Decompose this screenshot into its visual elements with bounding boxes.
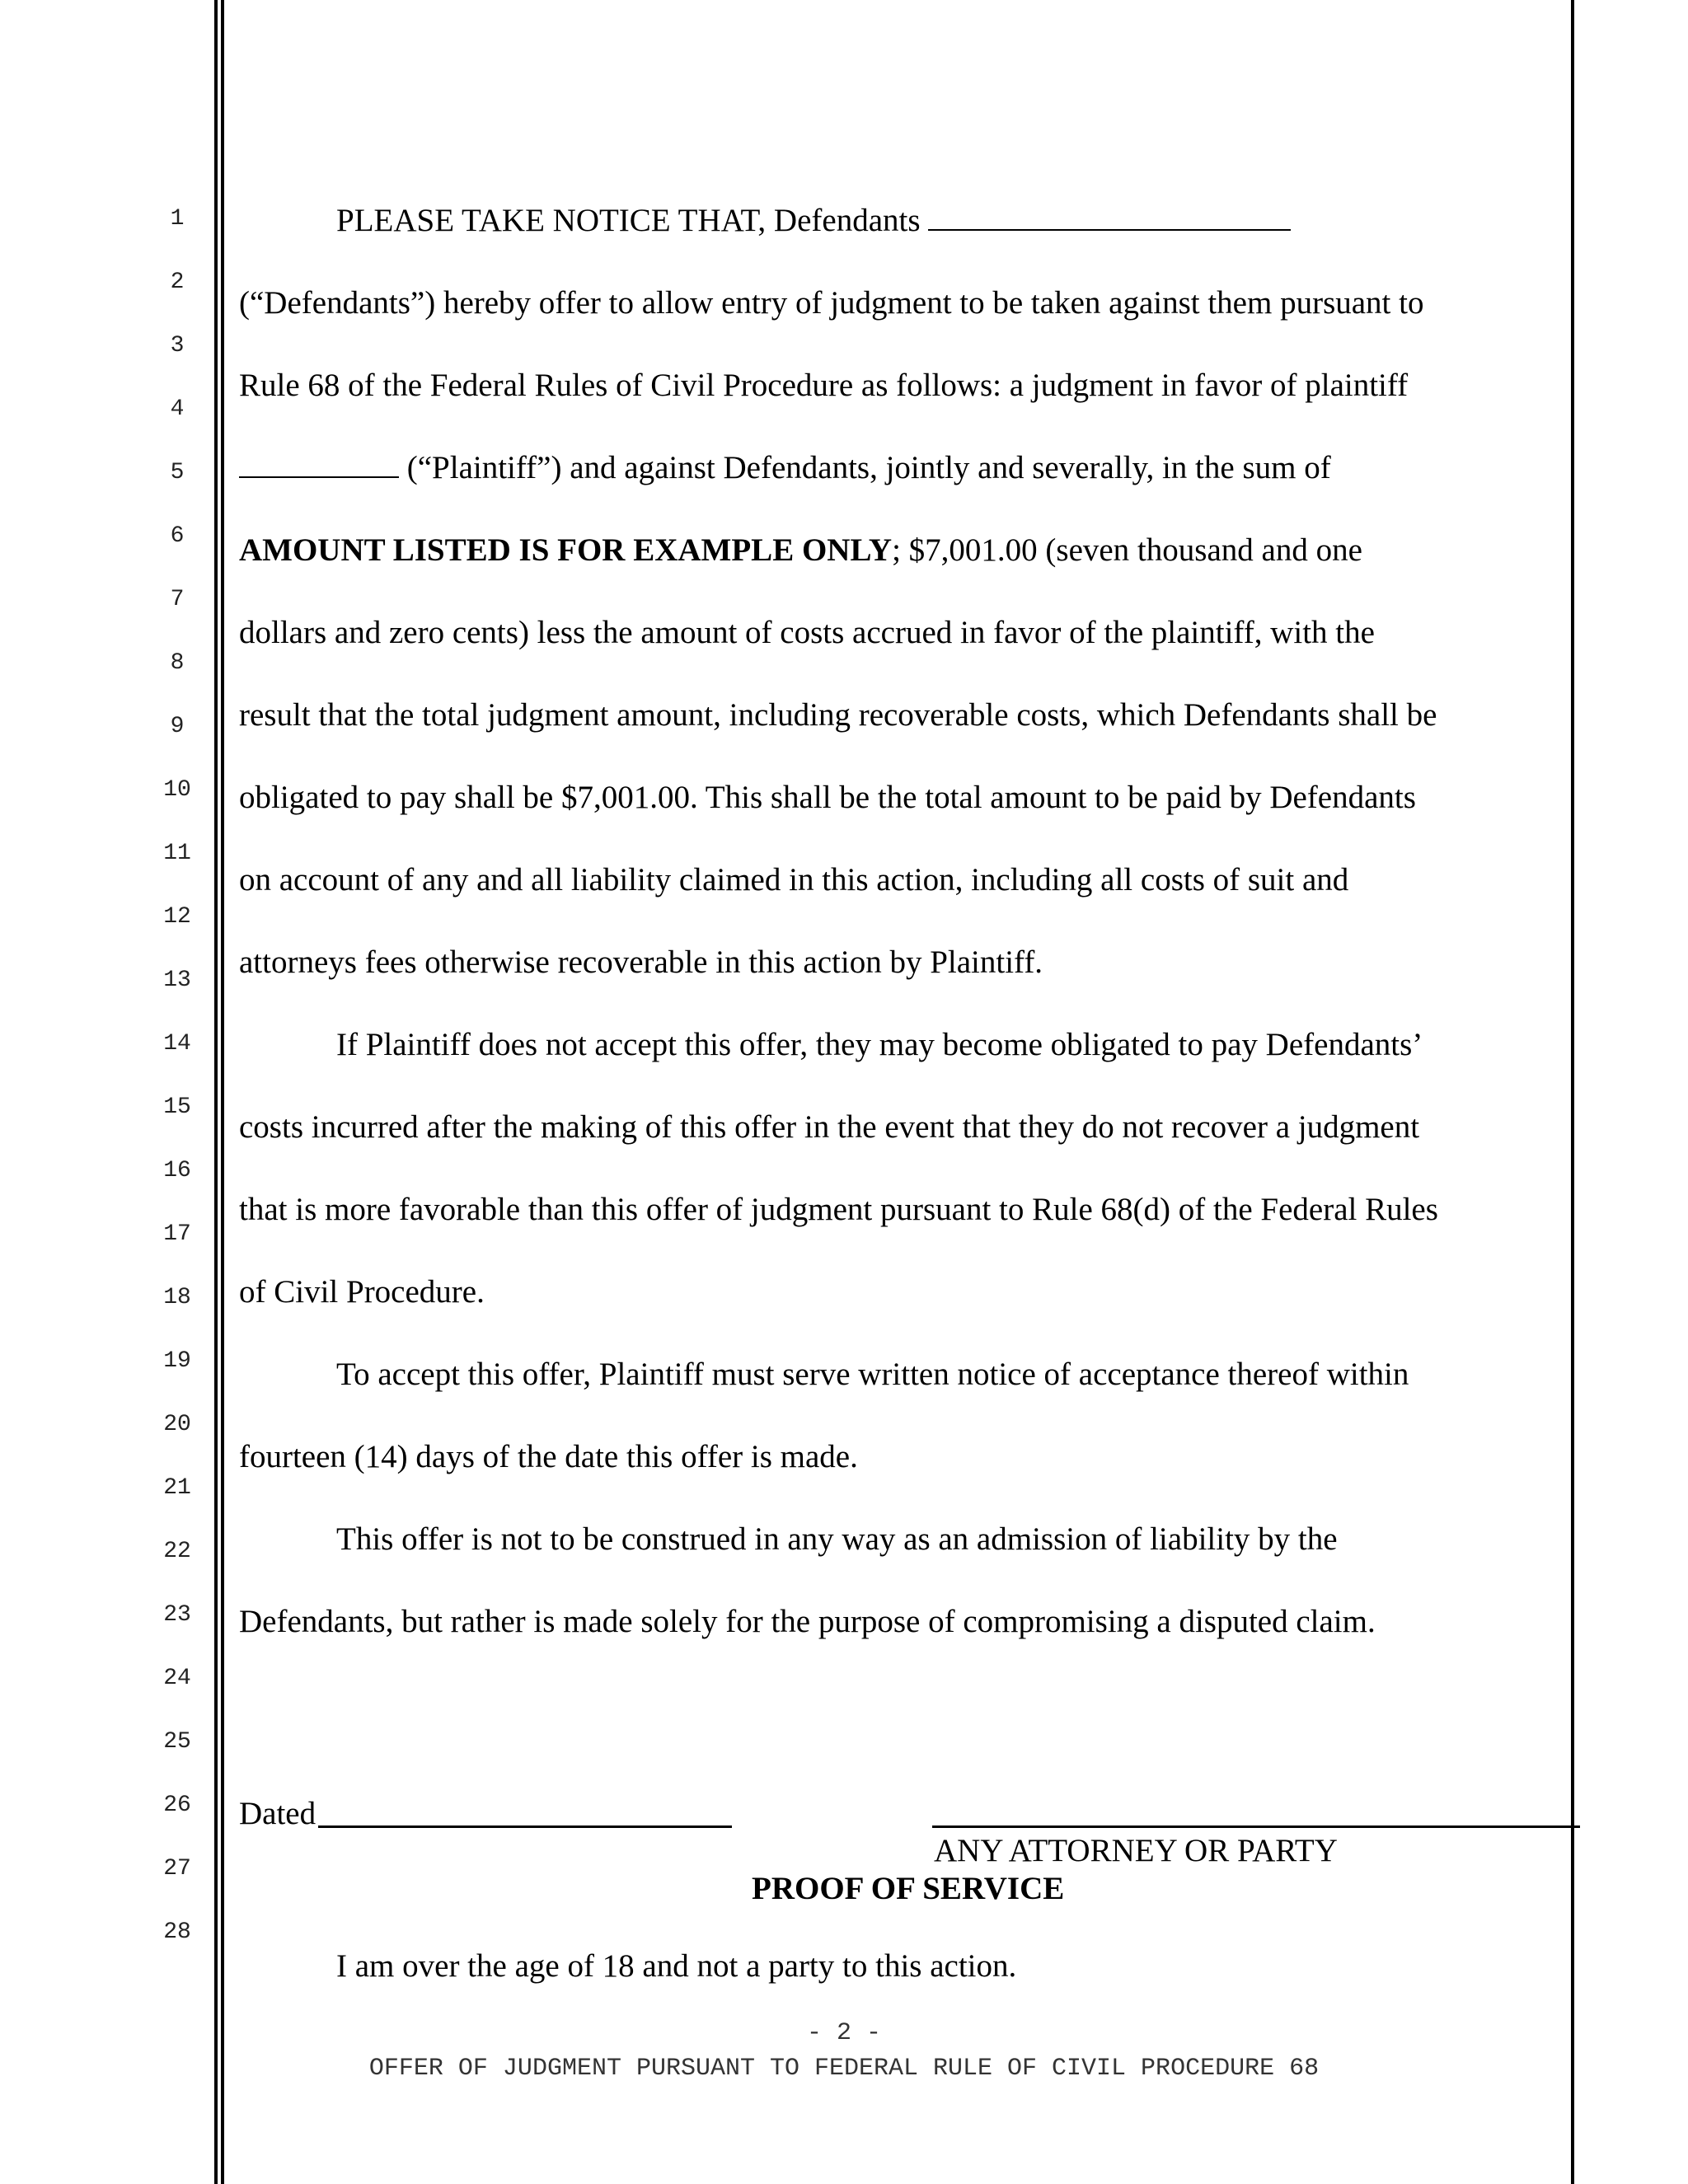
line-number: 2 — [170, 269, 185, 295]
line-number: 15 — [163, 1094, 191, 1120]
line-number: 17 — [163, 1221, 191, 1247]
line-number: 24 — [163, 1666, 191, 1691]
line-number: 9 — [170, 714, 185, 739]
line-number: 3 — [170, 333, 185, 359]
line-number: 14 — [163, 1031, 191, 1057]
line-number: 10 — [163, 777, 191, 803]
line-number: 11 — [163, 841, 191, 866]
body-line: This offer is not to be construed in any way as an admission of liability by the — [336, 1521, 1338, 1557]
left-margin-rule-inner — [221, 0, 224, 2184]
line-number: 26 — [163, 1793, 191, 1818]
body-line: that is more favorable than this offer of judgment pursuant to Rule 68(d) of the Federal Rules — [239, 1192, 1438, 1227]
date-signature-line — [318, 1825, 732, 1828]
body-line: Rule 68 of the Federal Rules of Civil Procedure as follows: a judgment in favor of plaintiff — [239, 368, 1409, 403]
body-line: If Plaintiff does not accept this offer, they may become obligated to pay Defendants’ — [336, 1027, 1423, 1062]
body-line: of Civil Procedure. — [239, 1274, 485, 1310]
line-number: 21 — [163, 1475, 191, 1501]
body-line: result that the total judgment amount, including recoverable costs, which Defendants shall be — [239, 697, 1437, 733]
attorney-signature-line — [932, 1825, 1580, 1828]
proof-of-service-text: I am over the age of 18 and not a party to this action. — [336, 1948, 1017, 1984]
body-line: To accept this offer, Plaintiff must serve written notice of acceptance thereof within — [336, 1357, 1409, 1392]
line-number: 18 — [163, 1285, 191, 1310]
body-line: costs incurred after the making of this offer in the event that they do not recover a judgment — [239, 1109, 1420, 1145]
body-text: ; $7,001.00 (seven thousand and one — [892, 532, 1362, 568]
line-number: 19 — [163, 1348, 191, 1374]
line-number: 7 — [170, 587, 185, 612]
proof-of-service-heading: PROOF OF SERVICE — [752, 1871, 1065, 1906]
defendants-name-blank — [928, 204, 1291, 231]
body-line — [336, 204, 1291, 237]
body-text: (“Plaintiff”) and against Defendants, jointly and severally, in the sum of — [399, 450, 1331, 485]
line-number: 8 — [170, 650, 185, 676]
page-number: - 2 - — [806, 2019, 881, 2047]
line-number: 16 — [163, 1158, 191, 1183]
line-number: 1 — [170, 206, 185, 232]
body-line: dollars and zero cents) less the amount of costs accrued in favor of the plaintiff, with the — [239, 615, 1375, 650]
line-number: 27 — [163, 1856, 191, 1882]
line-number: 13 — [163, 968, 191, 993]
body-line: fourteen (14) days of the date this offer is made. — [239, 1439, 858, 1474]
signer-label: ANY ATTORNEY OR PARTY — [934, 1833, 1338, 1868]
body-line: Defendants, but rather is made solely for the purpose of compromising a disputed claim. — [239, 1604, 1376, 1639]
body-line: (“Defendants”) hereby offer to allow entry of judgment to be taken against them pursuant to — [239, 285, 1424, 321]
line-number: 5 — [170, 460, 185, 485]
line-number: 20 — [163, 1412, 191, 1437]
line-number: 4 — [170, 396, 185, 422]
right-margin-rule — [1571, 0, 1574, 2184]
line-number: 28 — [163, 1919, 191, 1945]
body-text: PLEASE TAKE NOTICE THAT, Defendants — [336, 203, 921, 238]
footer-document-title: OFFER OF JUDGMENT PURSUANT TO FEDERAL RULE OF CIVIL PROCEDURE 68 — [368, 2055, 1320, 2083]
body-line — [239, 534, 1362, 566]
left-margin-rule-outer — [214, 0, 218, 2184]
body-line: obligated to pay shall be $7,001.00. This shall be the total amount to be paid by Defendants — [239, 780, 1416, 815]
line-number: 23 — [163, 1602, 191, 1628]
body-line: attorneys fees otherwise recoverable in this action by Plaintiff. — [239, 944, 1043, 980]
body-line — [239, 452, 1331, 484]
line-number: 12 — [163, 904, 191, 930]
dated-label: Dated — [239, 1796, 316, 1831]
line-number: 25 — [163, 1729, 191, 1755]
example-amount-warning: AMOUNT LISTED IS FOR EXAMPLE ONLY — [239, 532, 893, 568]
line-number: 6 — [170, 523, 185, 549]
body-line: on account of any and all liability claimed in this action, including all costs of suit and — [239, 862, 1349, 898]
line-number: 22 — [163, 1539, 191, 1564]
plaintiff-name-blank — [239, 452, 399, 478]
